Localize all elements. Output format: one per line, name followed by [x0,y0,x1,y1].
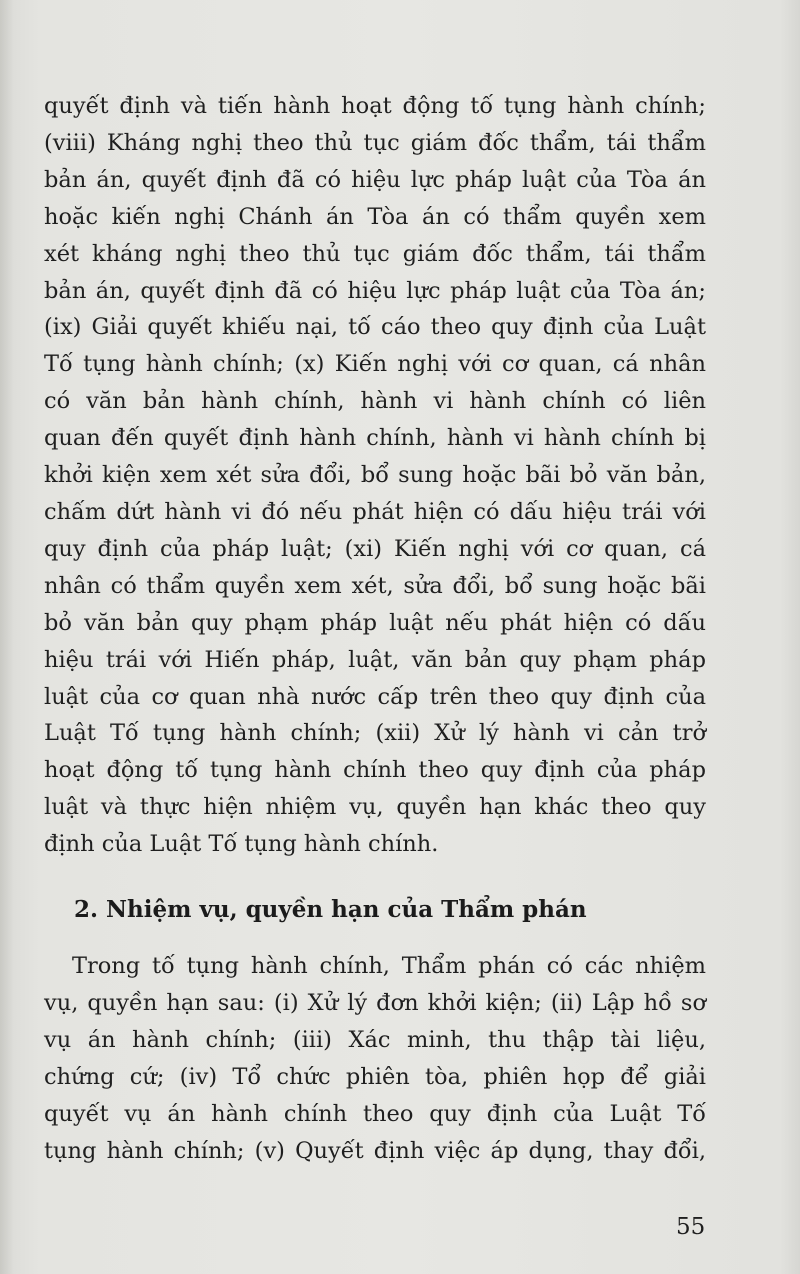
text-line: (viii) Kháng nghị theo thủ tục giám đốc thẩm, tái thẩm [44,129,706,156]
text-line: chứng cứ; (iv) Tổ chức phiên tòa, phiên họp để giải [44,1063,706,1090]
text-line: (ix) Giải quyết khiếu nại, tố cáo theo quy định của Luật [44,314,706,341]
text-line: bản án, quyết định đã có hiệu lực pháp luật của Tòa án [44,166,706,193]
text-line: có văn bản hành chính, hành vi hành chính có liên [44,388,706,415]
text-line: hoạt động tố tụng hành chính theo quy định của pháp [44,757,706,784]
text-line: bản án, quyết định đã có hiệu lực pháp luật của Tòa án; [44,277,706,304]
text-line: nhân có thẩm quyền xem xét, sửa đổi, bổ sung hoặc bãi [44,572,706,599]
paragraph-judge-duties [44,948,706,1169]
text-line: vụ án hành chính; (iii) Xác minh, thu thập tài liệu, [44,1026,706,1053]
text-line: tụng hành chính; (v) Quyết định việc áp dụng, thay đổi, [44,1137,706,1164]
page-number: 55 [676,1214,706,1240]
text-line: quan đến quyết định hành chính, hành vi hành chính bị [44,425,706,452]
text-line: vụ, quyền hạn sau: (i) Xử lý đơn khởi kiện; (ii) Lập hồ sơ [44,989,706,1016]
paragraph-duties-continued [44,88,706,863]
text-line: luật và thực hiện nhiệm vụ, quyền hạn khác theo quy [44,794,706,821]
text-line: Trong tố tụng hành chính, Thẩm phán có các nhiệm [72,953,706,979]
text-line: Luật Tố tụng hành chính; (xii) Xử lý hành vi cản trở [44,720,706,747]
text-line: quyết vụ án hành chính theo quy định của Luật Tố [44,1100,706,1127]
text-line: luật của cơ quan nhà nước cấp trên theo quy định của [44,683,706,710]
text-line: bỏ văn bản quy phạm pháp luật nếu phát hiện có dấu [44,609,706,636]
text-line: hoặc kiến nghị Chánh án Tòa án có thẩm quyền xem [44,203,706,230]
section-heading: 2. Nhiệm vụ, quyền hạn của Thẩm phán [74,896,587,923]
text-line: hiệu trái với Hiến pháp, luật, văn bản quy phạm pháp [44,646,706,673]
text-line: định của Luật Tố tụng hành chính. [44,831,439,858]
text-line: quy định của pháp luật; (xi) Kiến nghị với cơ quan, cá [44,535,706,562]
text-line: khởi kiện xem xét sửa đổi, bổ sung hoặc bãi bỏ văn bản, [44,462,706,489]
text-line: quyết định và tiến hành hoạt động tố tụng hành chính; [44,93,706,119]
text-line: xét kháng nghị theo thủ tục giám đốc thẩm, tái thẩm [44,240,706,267]
text-line: chấm dứt hành vi đó nếu phát hiện có dấu hiệu trái với [44,498,706,525]
text-line: Tố tụng hành chính; (x) Kiến nghị với cơ quan, cá nhân [44,351,706,378]
